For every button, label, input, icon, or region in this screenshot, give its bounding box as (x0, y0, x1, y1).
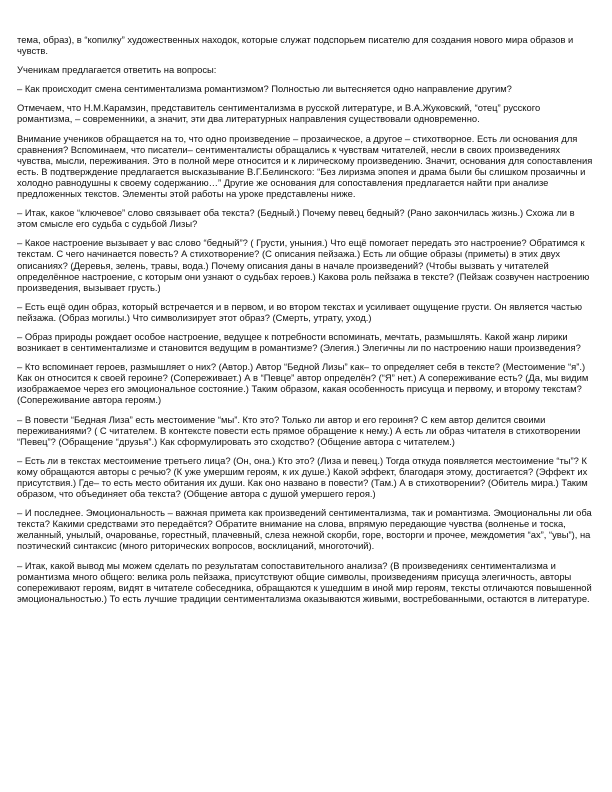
paragraph-grave-image: – Есть ещё один образ, который встречается и в первом, и во втором текстах и усиливает ощущение грусти. Он является частью пейзажа. (Образ могилы.) Что символизирует этот образ? (Смерть, утрату, уход.) (17, 300, 583, 323)
paragraph-author: – Кто вспоминает героев, размышляет о них? (Автор.) Автор “Бедной Лизы” как– то определяет себя в тексте? (Местоимение “я”.) Как он относится к своей героине? (Сопереживает.) А в “Певце” автор определён? (“Я” нет.) А сопереживание есть? (Да, мы видим изображаемое через его эмоциональное состояние.) Таким образом, какая особенность присуща и первому, и второму текстам? (Сопереживание автора героям.) (17, 361, 589, 406)
paragraph-continuation: тема, образ), в “копилку” художественных находок, которые служат подспорьем писателю для создания нового мира образов и чувств. (17, 34, 574, 57)
paragraph-reader: – В повести “Бедная Лиза” есть местоимение “мы”. Кто это? Только ли автор и его героиня? С кем автор делится своими переживаниями? ( С читателем. В контексте повести есть прямое обращение к нему.) А есть ли образ читателя в стихотворении “Певец”? (Обращение “друзья”.) Как сформулировать это сходство? (Общение автора с читателем.) (17, 413, 581, 447)
paragraph-questions-intro: Ученикам предлагается ответить на вопросы: (17, 64, 217, 76)
paragraph-prose-verse: Внимание учеников обращается на то, что одно произведение – прозаическое, а другое – стихотворное. Есть ли основания для сравнения? Вспоминаем, что писатели– сентименталисты обращались к чувствам читателей, несли в своих произведениях чувства, мысли, переживания. Это в полной мере относится и к лирическому произведению. Значит, основания для сопоставления есть. В подтверждение предлагается высказывание В.Г.Белинского: “Без лиризма эпопея и драма были бы слишком прозаичны и холодно равнодушны к своему содержанию…” Другие же основания для сопоставления предлагается найти при анализе предложенных текстов. Элементы этой работы на уроке представлены ниже. (17, 132, 593, 200)
paragraph-emotionality: – И последнее. Эмоциональность – важная примета как произведений сентиментализма, так и романтизма. Эмоциональны ли оба текста? Какими средствами это передаётся? Обратите внимание на слова, впрямую передающие чувства (волненье и тоска, желанный, унылый, очарованье, горестный, плачевный, слеза нежной скорби, горе, восторги и прочее, междометия “ах”, “увы”), на поэтический синтаксис (много риторических вопросов, восклицаний, многоточий). (17, 507, 592, 552)
paragraph-third-person: – Есть ли в текстах местоимение третьего лица? (Он, она.) Кто это? (Лиза и певец.) Тогда откуда появляется местоимение “ты”? К кому обращаются авторы с речью? (К уже умершим героям, к их душе.) Какой эффект, благодаря этому, достигается? (Эффект их присутствия.) Где– то есть место обитания их души. Как оно названо в повести? (Там.) А в стихотворении? (Обитель мира.) Таким образом, что объединяет оба текста? (Общение автора с душой умершего героя.) (17, 454, 588, 500)
paragraph-question-1: – Как происходит смена сентиментализма романтизмом? Полностью ли вытесняется одно направление другим? (17, 83, 512, 95)
paragraph-key-word: – Итак, какое “ключевое” слово связывает оба текста? (Бедный.) Почему певец бедный? (Рано закончилась жизнь.) Схожа ли в этом смысле его судьба с судьбой Лизы? (17, 207, 575, 230)
paragraph-contemporaries: Отмечаем, что Н.М.Карамзин, представитель сентиментализма в русской литературе, и В.А.Жуковский, “отец” русского романтизма, – современники, а значит, эти два литературных направления существовали одновременно. (17, 102, 541, 125)
paragraph-conclusion: – Итак, какой вывод мы можем сделать по результатам сопоставительного анализа? (В произведениях сентиментализма и романтизма много общего: велика роль пейзажа, присутствуют общие символы, произведениям присуща элегичность, авторы сопереживают героям, видят в читателе собеседника, обращаются к ушедшим в иной мир героям, тексты отличаются повышенной эмоциональностью.) То есть лучшие традиции сентиментализма оказываются живыми, востребованными, остаются в литературе. (17, 559, 592, 604)
document-page (17, 34, 595, 612)
paragraph-mood: – Какое настроение вызывает у вас слово “бедный”? ( Грусти, уныния.) Что ещё помогает передать это настроение? Обратимся к текстам. С чего начинается повесть? А стихотворение? (С описания пейзажа.) Есть ли общие образы (приметы) в этих двух описаниях? (Деревья, зелень, травы, вода.) Почему описания даны в начале произведений? (Чтобы вызвать у читателей определённое настроение, с которым они узнают о судьбах героев.) Какова роль пейзажа в тексте? (Пейзаж созвучен настроению произведения, вызывает грусть.) (17, 237, 590, 293)
paragraph-elegy: – Образ природы рождает особое настроение, ведущее к потребности вспоминать, мечтать, размышлять. Какой жанр лирики возникает в сентиментализме и становится ведущим в романтизме? (Элегия.) Элегичны ли по настроению наши произведения? (17, 330, 581, 354)
